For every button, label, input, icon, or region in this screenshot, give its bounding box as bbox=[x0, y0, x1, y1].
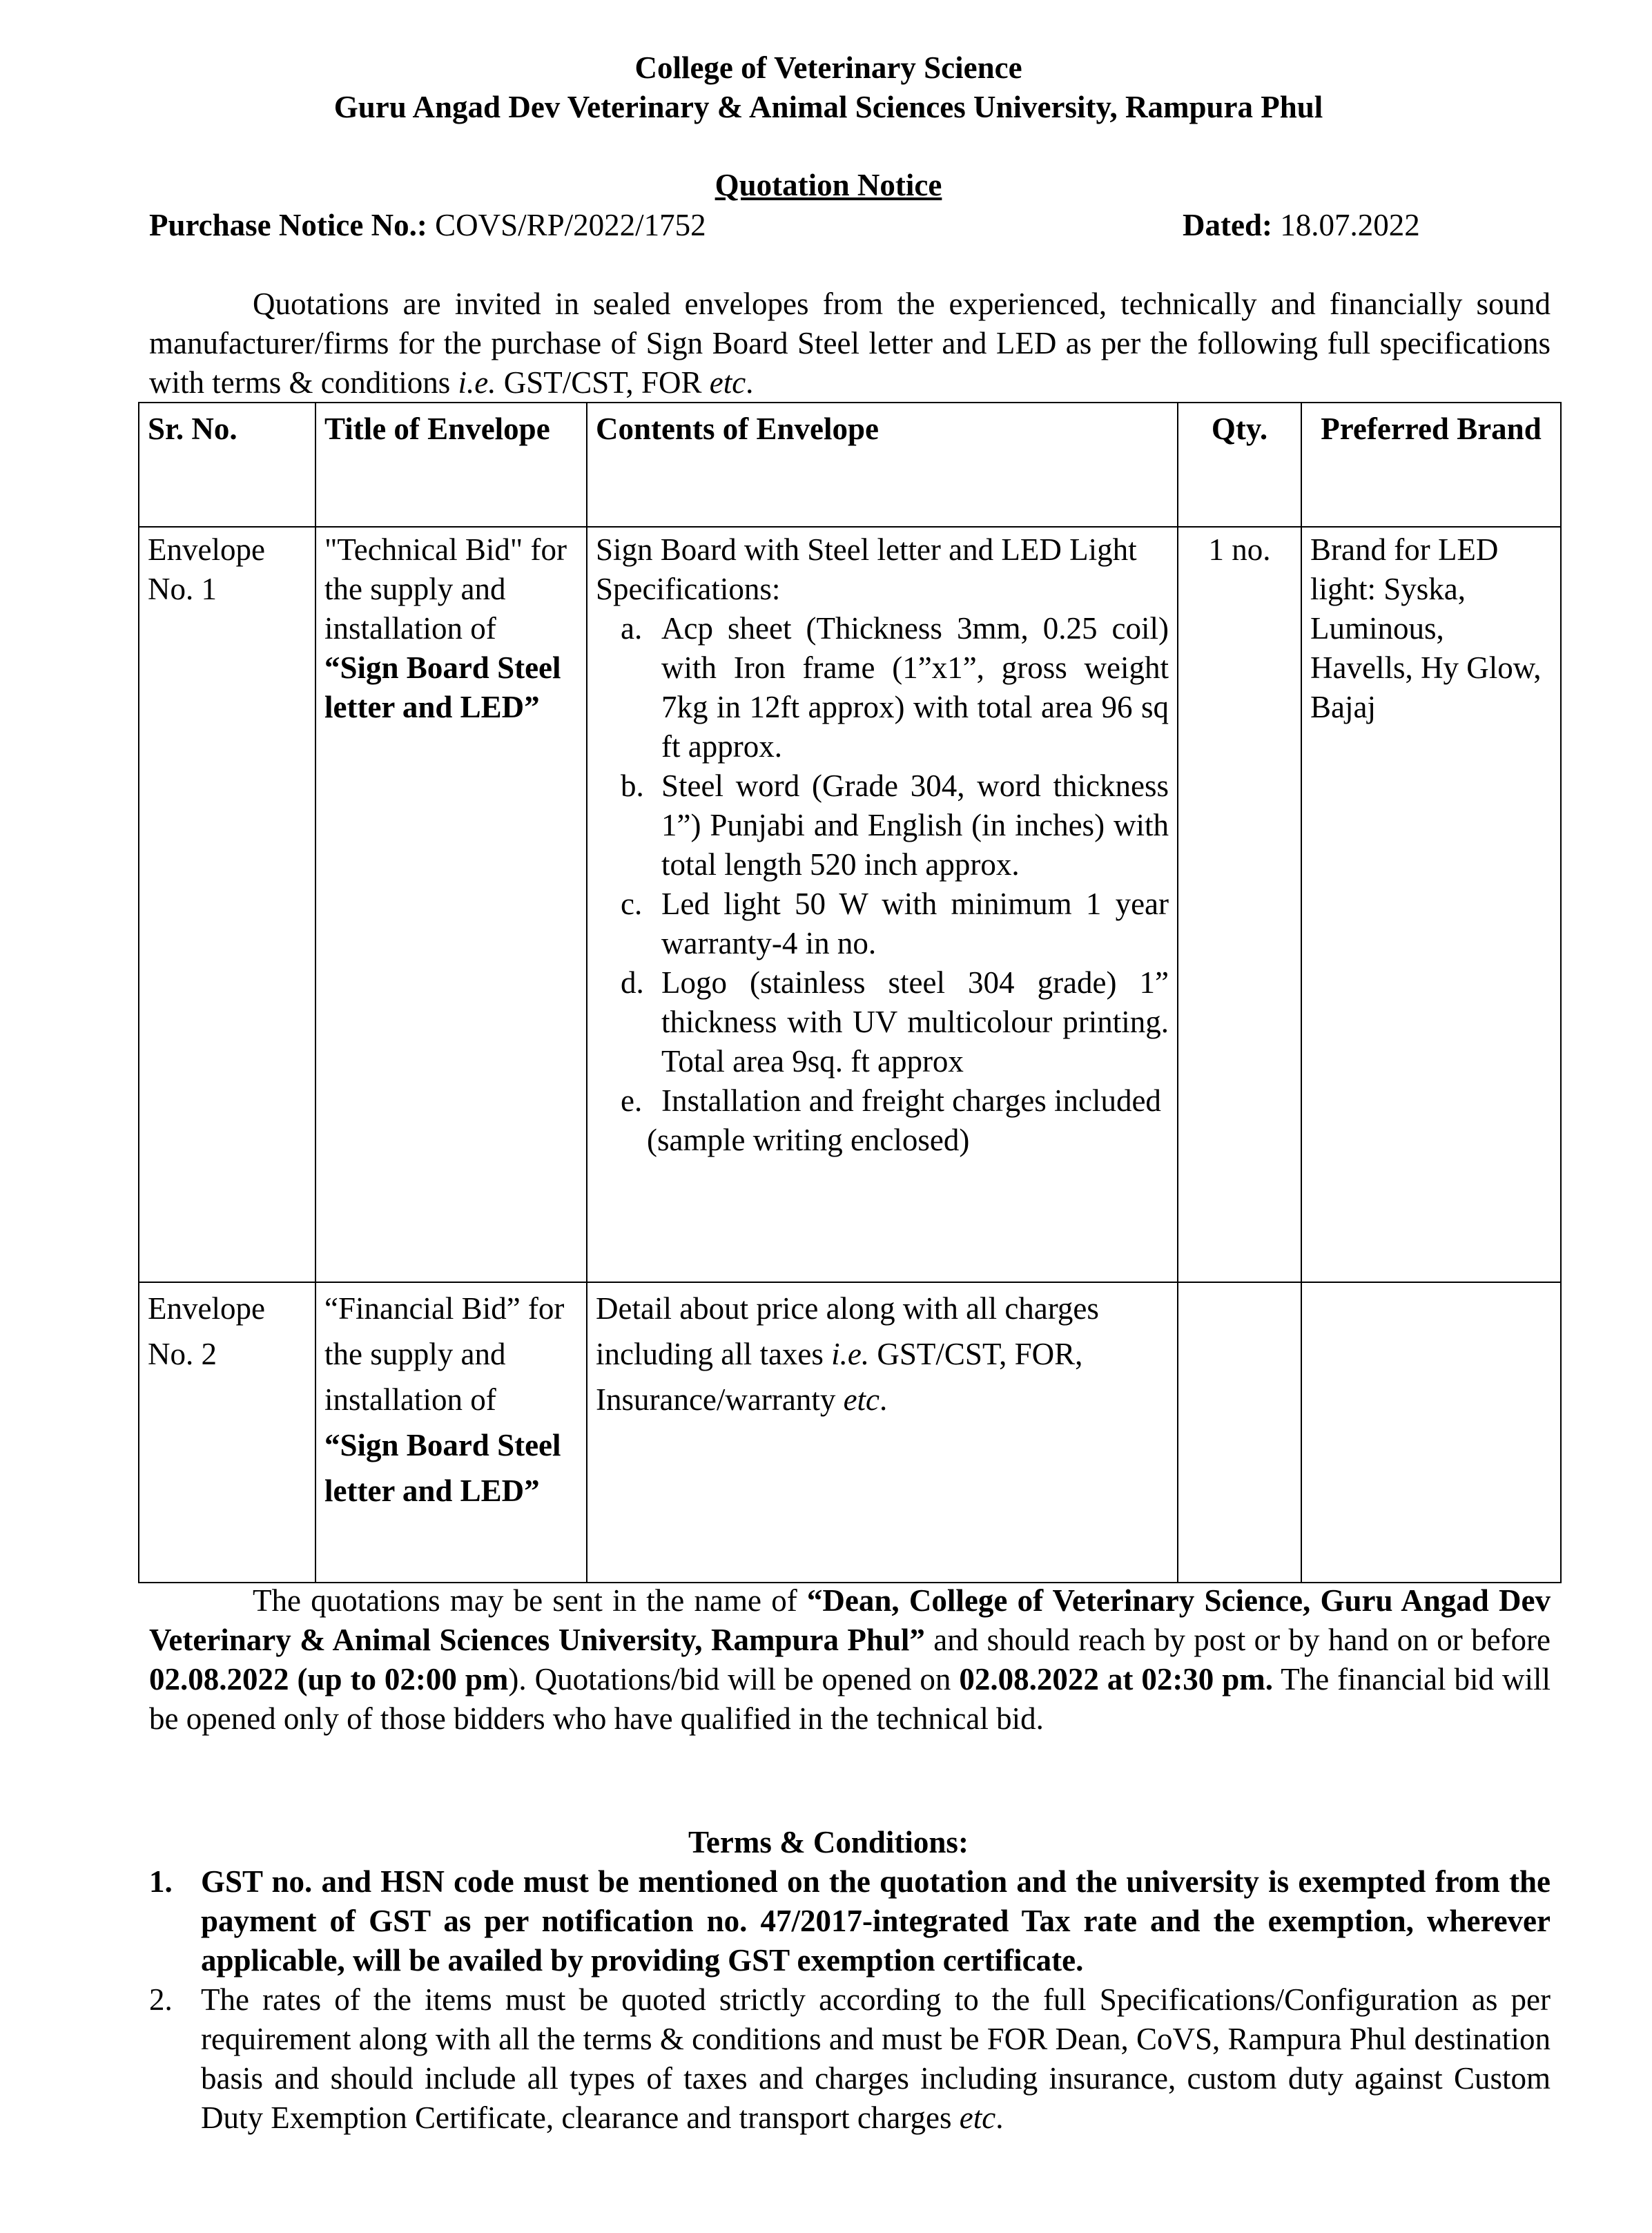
intro-ie: i.e. bbox=[458, 365, 496, 400]
para2-opening: 02.08.2022 at 02:30 pm. bbox=[959, 1662, 1274, 1696]
envelope-table bbox=[138, 402, 1562, 1583]
row1-contents-intro: Sign Board with Steel letter and LED Light bbox=[596, 532, 1137, 567]
university-name: Guru Angad Dev Veterinary & Animal Sciences University, Rampura Phul bbox=[333, 90, 1323, 124]
para2-addressee: “Dean, College of Veterinary Science, Guru Angad Dev Veterinary & Animal Sciences University, Rampura Phul” bbox=[149, 1583, 1551, 1657]
spec-marker: a. bbox=[621, 611, 643, 646]
para2-deadline: 02.08.2022 (up to 02:00 pm bbox=[149, 1662, 509, 1696]
table-header-row bbox=[139, 403, 1561, 527]
submission-paragraph bbox=[149, 1581, 1551, 1739]
row1-title-bold: “Sign Board Steel letter and LED” bbox=[324, 650, 561, 724]
row2-contents-a: Detail about price along with all charges including all taxes bbox=[596, 1291, 1099, 1371]
spec-marker: d. bbox=[621, 965, 644, 1000]
term-etc: etc bbox=[959, 2100, 996, 2135]
term-number: 2. bbox=[149, 1982, 173, 2017]
list-item bbox=[596, 609, 1169, 766]
intro-etc: etc bbox=[709, 365, 746, 400]
spec-marker: e. bbox=[621, 1083, 643, 1118]
spec-text: Steel word (Grade 304, word thickness 1”) Punjabi and English (in inches) with total length 520 inch approx. bbox=[661, 768, 1169, 882]
row2-contents bbox=[587, 1282, 1178, 1583]
row2-contents-b: GST/CST, FOR, Insurance/warranty bbox=[596, 1337, 1083, 1417]
header-sr-no: Sr. No. bbox=[139, 403, 315, 527]
spec-text: Installation and freight charges included bbox=[661, 1083, 1161, 1118]
para2-e: ). Quotations/bid will be opened on bbox=[508, 1662, 960, 1696]
table-row bbox=[139, 527, 1561, 1282]
notice-title: Quotation Notice bbox=[715, 168, 942, 202]
spec-list bbox=[596, 609, 1169, 1121]
list-item bbox=[596, 884, 1169, 963]
list-item bbox=[596, 963, 1169, 1081]
row1-title bbox=[315, 527, 587, 1282]
row1-brand: Brand for LED light: Syska, Luminous, Havells, Hy Glow, Bajaj bbox=[1301, 527, 1561, 1282]
header-contents: Contents of Envelope bbox=[587, 403, 1178, 527]
dated-line bbox=[1183, 206, 1420, 245]
header-brand: Preferred Brand bbox=[1301, 403, 1561, 527]
table-row bbox=[139, 1282, 1561, 1583]
para2-c: and should reach by post or by hand on or before bbox=[924, 1623, 1551, 1657]
row2-ie: i.e. bbox=[831, 1337, 870, 1371]
spec-marker: c. bbox=[621, 887, 643, 921]
spec-text: Logo (stainless steel 304 grade) 1” thickness with UV multicolour printing. Total area 9sq. ft approx bbox=[661, 965, 1169, 1079]
term-text-main: The rates of the items must be quoted strictly according to the full Specifications/Configuration as per requirement along with all the terms & conditions and must be FOR Dean, CoVS, Rampura Phul destination basis and should include all types of taxes and charges including insurance, custom duty against Custom Duty Exemption Certificate, clearance and transport charges bbox=[201, 1982, 1551, 2135]
term-text bbox=[201, 1980, 1551, 2138]
row1-qty: 1 no. bbox=[1178, 527, 1301, 1282]
row1-spec-label: Specifications: bbox=[596, 572, 781, 606]
term-item-2 bbox=[149, 1980, 1551, 2138]
row2-sr: Envelope No. 2 bbox=[139, 1282, 315, 1583]
purchase-label: Purchase Notice No.: bbox=[149, 208, 427, 242]
intro-text-a: Quotations are invited in sealed envelopes from the experienced, technically and financially sound manufacturer/firms for the purchase of Sign Board Steel letter and LED as per the following full specifications with terms & conditions bbox=[149, 287, 1551, 400]
intro-end: . bbox=[746, 365, 754, 400]
spec-text: Led light 50 W with minimum 1 year warranty-4 in no. bbox=[661, 887, 1169, 960]
intro-text-b: GST/CST, FOR bbox=[496, 365, 710, 400]
row2-title-plain: “Financial Bid” for the supply and installation of bbox=[324, 1291, 565, 1417]
sample-note: (sample writing enclosed) bbox=[647, 1123, 970, 1157]
intro-paragraph bbox=[149, 284, 1551, 403]
terms-title: Terms & Conditions: bbox=[688, 1825, 969, 1859]
para2-g: The financial bid will be opened only of those bidders who have qualified in the technical bid. bbox=[149, 1662, 1551, 1736]
spec-marker: b. bbox=[621, 768, 644, 803]
term-end: . bbox=[995, 2100, 1004, 2135]
row2-etc: etc bbox=[843, 1382, 880, 1417]
header-qty: Qty. bbox=[1178, 403, 1301, 527]
list-item bbox=[596, 1081, 1169, 1121]
row1-contents bbox=[587, 527, 1178, 1282]
row2-qty bbox=[1178, 1282, 1301, 1583]
dated-value: 18.07.2022 bbox=[1280, 208, 1420, 242]
spec-text: Acp sheet (Thickness 3mm, 0.25 coil) with Iron frame (1”x1”, gross weight 7kg in 12ft approx) with total area 96 sq ft approx. bbox=[661, 611, 1169, 764]
term-text: GST no. and HSN code must be mentioned on the quotation and the university is exempted from the payment of GST as per notification no. 47/2017-integrated Tax rate and the exemption, wherever applicable, will be availed by providing GST exemption certificate. bbox=[201, 1864, 1551, 1978]
list-item bbox=[596, 766, 1169, 884]
para2-a: The quotations may be sent in the name of bbox=[253, 1583, 807, 1618]
row1-sr: Envelope No. 1 bbox=[139, 527, 315, 1282]
term-item-1 bbox=[149, 1862, 1551, 1980]
row2-contents-end: . bbox=[880, 1382, 888, 1417]
row1-title-plain: "Technical Bid" for the supply and installation of bbox=[324, 532, 567, 646]
row2-title bbox=[315, 1282, 587, 1583]
header-title: Title of Envelope bbox=[315, 403, 587, 527]
purchase-number: COVS/RP/2022/1752 bbox=[435, 208, 706, 242]
row2-brand bbox=[1301, 1282, 1561, 1583]
term-number: 1. bbox=[149, 1864, 173, 1899]
row2-title-bold: “Sign Board Steel letter and LED” bbox=[324, 1428, 561, 1508]
college-name: College of Veterinary Science bbox=[634, 50, 1022, 85]
dated-label: Dated: bbox=[1183, 208, 1272, 242]
